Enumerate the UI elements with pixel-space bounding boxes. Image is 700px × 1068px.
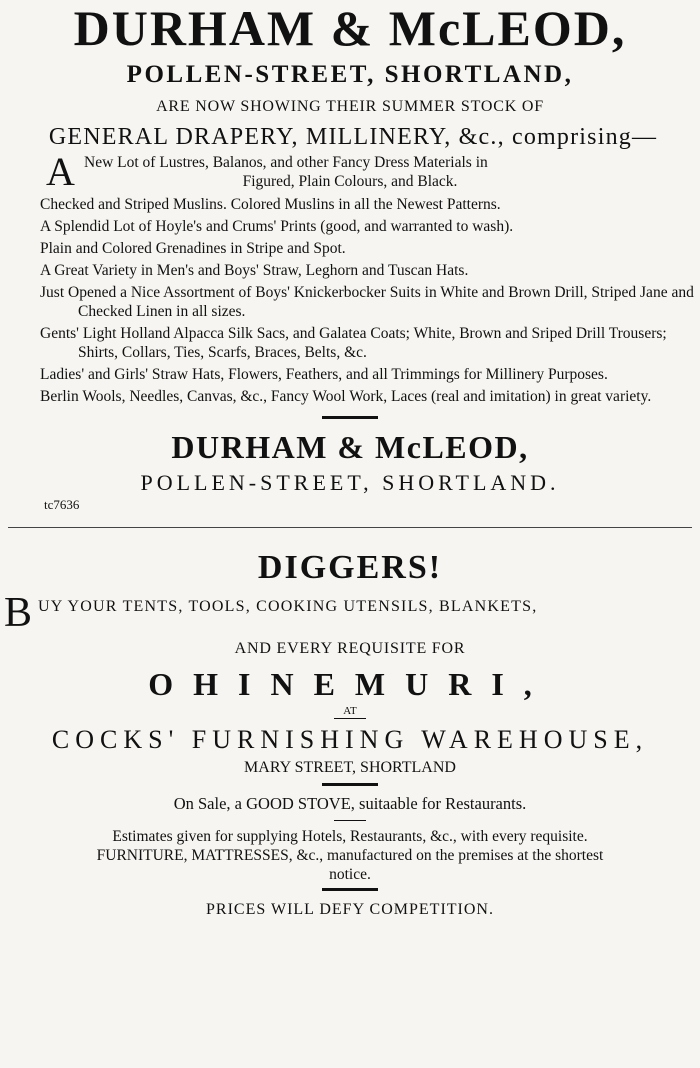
rule-divider [322,783,378,786]
prices-line: PRICES WILL DEFY COMPETITION. [206,901,494,918]
place-name: OHINEMURI, [148,666,552,702]
diggers-advertisement [0,546,700,921]
stove-notice: On Sale, a GOOD STOVE, suitaable for Restaurants. [173,794,527,813]
advertiser-title: DURHAM & McLEOD, [73,0,627,56]
list-item: Ladies' and Girls' Straw Hats, Flowers, Feathers, and all Trimmings for Millinery Purposes. [40,366,608,383]
item-line: Figured, Plain Colours, and Black. [242,173,458,190]
drapery-advertisement [0,2,700,513]
column-divider [8,527,692,528]
rule-divider [334,820,366,821]
list-item: Just Opened a Nice Assortment of Boys' Knickerbocker Suits in White and Brown Drill, Striped Jane and Checked Linen in all sizes. [40,284,694,320]
rule-divider [334,718,366,719]
advertiser-address: POLLEN-STREET, SHORTLAND, [126,61,574,88]
item-line: New Lot of Lustres, Balanos, and other Fancy Dress Materials in [84,154,488,171]
item-list [0,195,700,406]
reference-code: tc7636 [44,497,80,512]
list-item: A Splendid Lot of Hoyle's and Crums' Prints (good, and warranted to wash). [40,218,514,235]
signature-name: DURHAM & McLEOD, [171,429,529,465]
diggers-title: DIGGERS! [257,549,443,586]
rule-divider [322,888,378,891]
showing-line: ARE NOW SHOWING THEIR SUMMER STOCK OF [156,98,544,115]
every-requisite-line: AND EVERY REQUISITE FOR [234,640,466,657]
notice-line: notice. [329,866,371,883]
buy-text: UY YOUR TENTS, TOOLS, COOKING UTENSILS, BLANKETS, [38,598,538,615]
estimates-line: Estimates given for supplying Hotels, Restaurants, &c., with every requisite. [112,828,588,845]
list-item [0,149,700,194]
list-item: Plain and Colored Grenadines in Stripe and Spot. [40,240,346,257]
at-label: AT [343,705,357,717]
general-drapery-heading: GENERAL DRAPERY, MILLINERY, &c., comprising— [48,124,658,150]
list-item: Berlin Wools, Needles, Canvas, &c., Fancy Wool Work, Laces (real and imitation) in great variety. [40,388,652,405]
rule-divider [322,416,378,419]
list-item: Checked and Striped Muslins. Colored Muslins in all the Newest Patterns. [40,196,501,213]
buy-line [0,592,700,636]
drop-cap: A [46,149,75,194]
warehouse-address: MARY STREET, SHORTLAND [244,759,456,776]
warehouse-name: COCKS' FURNISHING WAREHOUSE, [51,725,649,754]
drop-cap: B [4,590,33,636]
list-item: A Great Variety in Men's and Boys' Straw, Leghorn and Tuscan Hats. [40,262,469,279]
furniture-line: FURNITURE, MATTRESSES, &c., manufactured on the premises at the shortest [96,847,604,864]
signature-address: POLLEN-STREET, SHORTLAND. [140,470,560,495]
list-item: Gents' Light Holland Alpacca Silk Sacs, and Galatea Coats; White, Brown and Sriped Drill Trousers; Shirts, Collars, Ties, Scarfs, Braces, Belts, &c. [40,325,667,361]
